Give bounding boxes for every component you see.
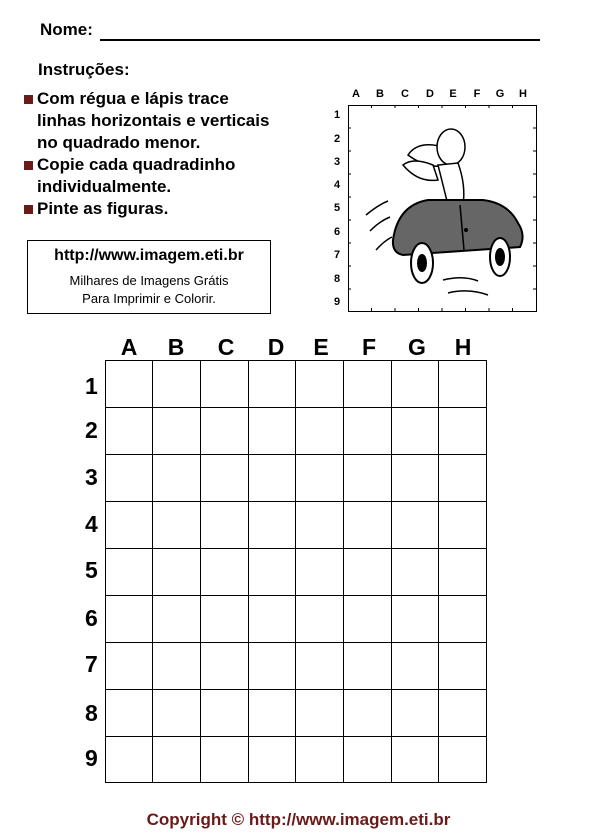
ref-row-label: 2	[334, 133, 341, 145]
instruction-line: Copie cada quadradinho	[37, 155, 236, 174]
grid-col-label: C	[217, 334, 235, 360]
instruction-line: linhas horizontais e verticais	[37, 111, 270, 130]
ref-col-label: G	[495, 88, 505, 100]
bullet-square-icon	[24, 161, 33, 170]
instruction-text	[37, 88, 269, 154]
grid-row-label: 7	[85, 651, 98, 677]
ref-row-label: 4	[334, 179, 341, 191]
grid-row-label: 5	[85, 557, 98, 583]
grid-col-label: F	[361, 334, 377, 360]
grid-row-label: 3	[85, 464, 98, 490]
website-tagline-2: Para Imprimir e Colorir.	[82, 291, 216, 306]
website-box	[27, 240, 271, 314]
reference-grid	[330, 88, 540, 314]
ref-col-label: C	[401, 88, 409, 100]
drawing-grid-lines[interactable]	[105, 360, 487, 783]
ref-col-label: F	[473, 88, 481, 100]
grid-col-label: H	[454, 334, 472, 360]
website-url[interactable]: http://www.imagem.eti.br	[54, 247, 244, 264]
instructions-title: Instruções:	[38, 60, 130, 79]
grid-row-label: 8	[85, 700, 98, 726]
ref-col-label: E	[449, 88, 457, 100]
ref-row-label: 8	[334, 273, 341, 285]
grid-row-label: 9	[85, 745, 98, 771]
instruction-text	[37, 198, 168, 220]
instruction-text	[37, 154, 235, 198]
ref-col-label: D	[426, 88, 434, 100]
ref-col-label: B	[376, 88, 384, 100]
grid-row-label: 6	[85, 605, 98, 631]
grid-col-label: A	[120, 334, 138, 360]
ref-row-label: 3	[334, 156, 341, 168]
drawing-grid	[60, 330, 500, 790]
grid-col-label: D	[267, 334, 285, 360]
ref-row-label: 6	[334, 226, 341, 238]
instruction-line: Pinte as figuras.	[37, 199, 169, 218]
website-tagline-1: Milhares de Imagens Grátis	[69, 273, 229, 288]
copyright-footer: Copyright © http://www.imagem.eti.br	[146, 810, 451, 829]
grid-col-label: G	[408, 334, 426, 360]
grid-row-label: 1	[85, 373, 98, 399]
bullet-square-icon	[24, 205, 33, 214]
ref-row-label: 7	[334, 249, 341, 261]
grid-col-label: B	[167, 334, 185, 360]
ref-row-label: 5	[334, 202, 341, 214]
grid-row-label: 4	[85, 511, 98, 537]
grid-col-label: E	[313, 334, 329, 360]
name-underline[interactable]	[100, 39, 540, 41]
ref-col-label: H	[519, 88, 527, 100]
instruction-line: no quadrado menor.	[37, 133, 201, 152]
ref-col-label: A	[352, 88, 360, 100]
name-label: Nome:	[40, 20, 93, 39]
ref-row-label: 1	[334, 109, 341, 121]
cartoon-car-with-driver-icon	[348, 105, 537, 312]
ref-row-label: 9	[334, 296, 341, 308]
bullet-square-icon	[24, 95, 33, 104]
instruction-line: Com régua e lápis trace	[37, 89, 229, 108]
instruction-line: individualmente.	[37, 177, 172, 196]
grid-row-label: 2	[85, 417, 98, 443]
